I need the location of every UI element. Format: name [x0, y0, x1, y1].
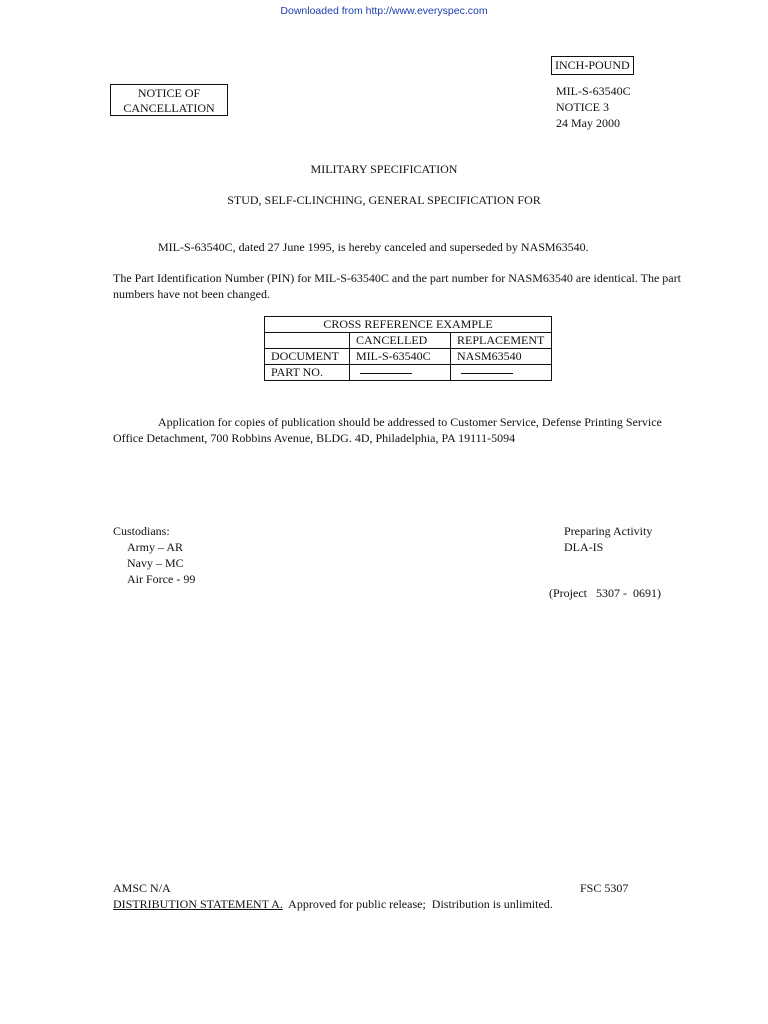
table-header-row [265, 317, 552, 333]
custodian-navy: Navy – MC [127, 556, 184, 570]
notice-box-line1: NOTICE OF [137, 86, 201, 100]
table-column-row [265, 333, 552, 349]
distribution-statement [113, 896, 553, 912]
preparing-activity-value: DLA-IS [564, 540, 604, 554]
spec-heading: MILITARY SPECIFICATION [310, 162, 458, 176]
row-label: DOCUMENT [265, 349, 350, 365]
distribution-label: DISTRIBUTION STATEMENT A. [113, 897, 283, 911]
pin-paragraph: The Part Identification Number (PIN) for MIL-S-63540C and the part number for NASM63540 are identical. The part numbers have not been changed. [113, 271, 681, 301]
amsc-label: AMSC N/A [113, 881, 171, 895]
download-source-link[interactable]: Downloaded from http://www.everyspec.com [280, 5, 488, 17]
column-replacement: REPLACEMENT [451, 333, 552, 349]
notice-box-line2: CANCELLATION [123, 101, 215, 115]
cancelled-value: MIL-S-63540C [350, 349, 451, 365]
column-cancelled: CANCELLED [350, 333, 451, 349]
distribution-text: Approved for public release; Distribution is unlimited. [282, 897, 553, 911]
custodians-block [113, 523, 195, 587]
fsc-label: FSC 5307 [580, 881, 629, 895]
custodian-air-force: Air Force - 99 [127, 572, 196, 586]
notice-number: NOTICE 3 [556, 100, 609, 114]
custodian-army: Army – AR [127, 540, 184, 554]
project-number: (Project 5307 - 0691) [549, 586, 661, 600]
cancellation-paragraph: MIL-S-63540C, dated 27 June 1995, is hereby canceled and superseded by NASM63540. [158, 240, 589, 254]
spec-subject: STUD, SELF-CLINCHING, GENERAL SPECIFICATION FOR [227, 193, 541, 207]
table-empty-cell [265, 333, 350, 349]
custodians-label: Custodians: [113, 524, 170, 538]
notice-of-cancellation-box [110, 84, 228, 116]
preparing-activity-label: Preparing Activity [564, 524, 653, 538]
application-paragraph: Application for copies of publication should be addressed to Customer Service, Defense Printing Service Office Detachment, 700 Robbins Avenue, BLDG. 4D, Philadelphia, PA 19111-5094 [113, 415, 662, 445]
notice-date: 24 May 2000 [556, 116, 620, 130]
replacement-part-no [451, 365, 552, 381]
table-row [265, 349, 552, 365]
cross-reference-table [264, 316, 552, 381]
preparing-activity-block [564, 523, 652, 555]
doc-number: MIL-S-63540C [556, 84, 631, 98]
replacement-value: NASM63540 [451, 349, 552, 365]
cross-reference-title: CROSS REFERENCE EXAMPLE [265, 317, 552, 333]
cancelled-part-no [350, 365, 451, 381]
inch-pound-label: INCH-POUND [551, 56, 634, 75]
table-row [265, 365, 552, 381]
row-label: PART NO. [265, 365, 350, 381]
blank-line [461, 373, 513, 374]
blank-line [360, 373, 412, 374]
document-identification [556, 83, 631, 131]
